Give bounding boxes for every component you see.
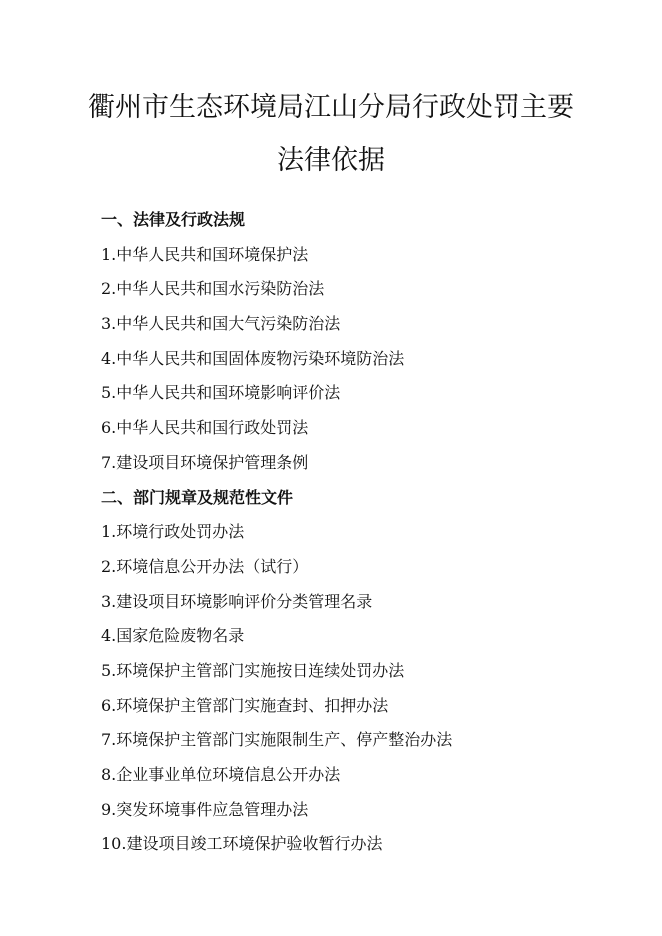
list-item: 2.环境信息公开办法（试行） — [101, 556, 309, 576]
list-item: 5.环境保护主管部门实施按日连续处罚办法 — [101, 660, 405, 680]
section-heading-laws: 一、法律及行政法规 — [101, 210, 246, 229]
document-body — [101, 203, 641, 862]
list-item: 9.突发环境事件应急管理办法 — [101, 799, 309, 819]
section-heading-regulations: 二、部门规章及规范性文件 — [101, 487, 294, 507]
list-item: 5.中华人民共和国环境影响评价法 — [101, 383, 341, 403]
list-item: 6.环境保护主管部门实施查封、扣押办法 — [101, 695, 389, 715]
list-item: 4.国家危险废物名录 — [101, 626, 245, 646]
list-item: 1.中华人民共和国环境保护法 — [101, 244, 309, 264]
list-item: 3.建设项目环境影响评价分类管理名录 — [101, 591, 373, 611]
list-item: 7.建设项目环境保护管理条例 — [101, 452, 309, 472]
list-item: 10.建设项目竣工环境保护验收暂行办法 — [101, 834, 383, 854]
list-item: 3.中华人民共和国大气污染防治法 — [101, 314, 341, 334]
list-item: 8.企业事业单位环境信息公开办法 — [101, 765, 341, 784]
document-title-line2: 法律依据 — [277, 145, 385, 176]
document-title-line1: 衢州市生态环境局江山分局行政处罚主要 — [88, 92, 574, 123]
list-item: 1.环境行政处罚办法 — [101, 522, 245, 542]
list-item: 6.中华人民共和国行政处罚法 — [101, 418, 309, 438]
list-item: 7.环境保护主管部门实施限制生产、停产整治办法 — [101, 730, 453, 750]
list-item: 2.中华人民共和国水污染防治法 — [101, 279, 325, 299]
list-item: 4.中华人民共和国固体废物污染环境防治法 — [101, 348, 405, 368]
